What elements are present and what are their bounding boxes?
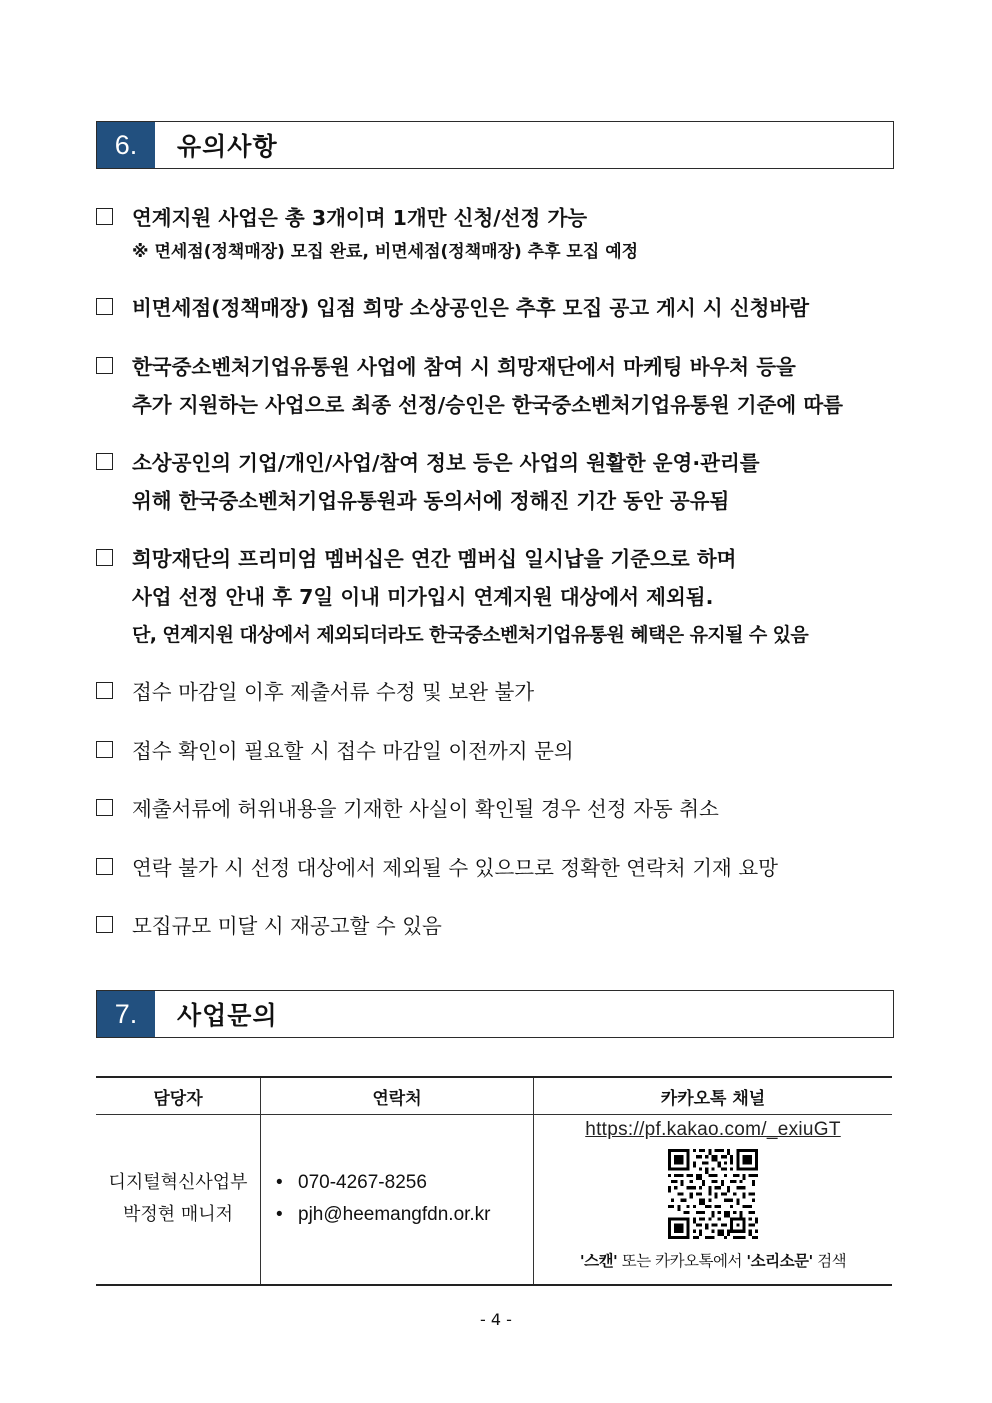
manager-cell [96, 1115, 261, 1285]
notice-line: 제출서류에 허위내용을 기재한 사실이 확인될 경우 선정 자동 취소 [96, 790, 906, 828]
manager-department: 디지털혁신사업부 [108, 1172, 248, 1194]
section-7-header [96, 990, 894, 1038]
notice-line: 연계지원 사업은 총 3개이며 1개만 신청/선정 가능 [96, 199, 906, 237]
checkbox-icon [96, 453, 113, 470]
column-header-kakao: 카카오톡 채널 [534, 1077, 893, 1115]
notice-line-cont: 단, 연계지원 대상에서 제외되더라도 한국중소벤처기업유통원 혜택은 유지될 수 있음 [132, 624, 809, 646]
checkbox-icon [96, 916, 113, 933]
checkbox-icon [96, 741, 113, 758]
notice-line-cont: 추가 지원하는 사업으로 최종 선정/승인은 한국중소벤처기업유통원 기준에 따름 [132, 393, 843, 417]
notice-line: 비면세점(정책매장) 입점 희망 소상공인은 추후 모집 공고 게시 시 신청바람 [96, 289, 906, 327]
qr-code-icon [668, 1149, 758, 1239]
notice-item [96, 673, 906, 711]
kakao-search-hint: '스캔' 또는 카카오톡에서 '소리소문' 검색 [579, 1252, 847, 1270]
checkbox-icon [96, 549, 113, 566]
notice-item [96, 289, 906, 327]
section-6-header [96, 121, 894, 169]
page-number: - 4 - [480, 1310, 512, 1329]
notice-item [96, 732, 906, 770]
notice-item [96, 790, 906, 828]
notice-line: 소상공인의 기업/개인/사업/참여 정보 등은 사업의 원활한 운영·관리를 [96, 444, 906, 482]
column-header-contact: 연락처 [261, 1077, 534, 1115]
checkbox-icon [96, 799, 113, 816]
notice-item [96, 907, 906, 945]
section-title: 유의사항 [177, 132, 278, 161]
notice-line: 접수 마감일 이후 제출서류 수정 및 보완 불가 [96, 673, 906, 711]
notice-item [96, 849, 906, 887]
section-number: 7. [97, 991, 155, 1037]
notice-line: 접수 확인이 필요할 시 접수 마감일 이전까지 문의 [96, 732, 906, 770]
manager-name: 박정현 매니저 [122, 1204, 234, 1226]
notice-note: ※ 면세점(정책매장) 모집 완료, 비면세점(정책매장) 추후 모집 예정 [132, 242, 639, 262]
email-address: • pjh@heemangfdn.or.kr [276, 1199, 532, 1231]
kakao-cell [534, 1115, 893, 1285]
phone-number: • 070-4267-8256 [276, 1167, 532, 1199]
notice-item [96, 540, 906, 654]
section-title: 사업문의 [177, 1001, 278, 1030]
notice-line-cont: 사업 선정 안내 후 7일 이내 미가입시 연계지원 대상에서 제외됨. [132, 585, 714, 609]
checkbox-icon [96, 858, 113, 875]
notice-line: 희망재단의 프리미엄 멤버십은 연간 멤버십 일시납을 기준으로 하며 [96, 540, 906, 578]
checkbox-icon [96, 682, 113, 699]
checkbox-icon [96, 298, 113, 315]
notice-line-cont: 위해 한국중소벤처기업유통원과 동의서에 정해진 기간 동안 공유됨 [132, 489, 730, 513]
kakao-channel-link[interactable]: https://pf.kakao.com/_exiuGT [585, 1119, 841, 1140]
section-number: 6. [97, 122, 155, 168]
notice-line: 모집규모 미달 시 재공고할 수 있음 [96, 907, 906, 945]
notice-line: 한국중소벤처기업유통원 사업에 참여 시 희망재단에서 마케팅 바우처 등을 [96, 348, 906, 386]
contact-table [96, 1076, 892, 1286]
notice-item [96, 444, 906, 520]
column-header-manager: 담당자 [96, 1077, 261, 1115]
notice-item [96, 348, 906, 424]
checkbox-icon [96, 208, 113, 225]
checkbox-icon [96, 357, 113, 374]
notice-line: 연락 불가 시 선정 대상에서 제외될 수 있으므로 정확한 연락처 기재 요망 [96, 849, 906, 887]
notice-item [96, 199, 906, 267]
contact-cell [261, 1115, 534, 1285]
